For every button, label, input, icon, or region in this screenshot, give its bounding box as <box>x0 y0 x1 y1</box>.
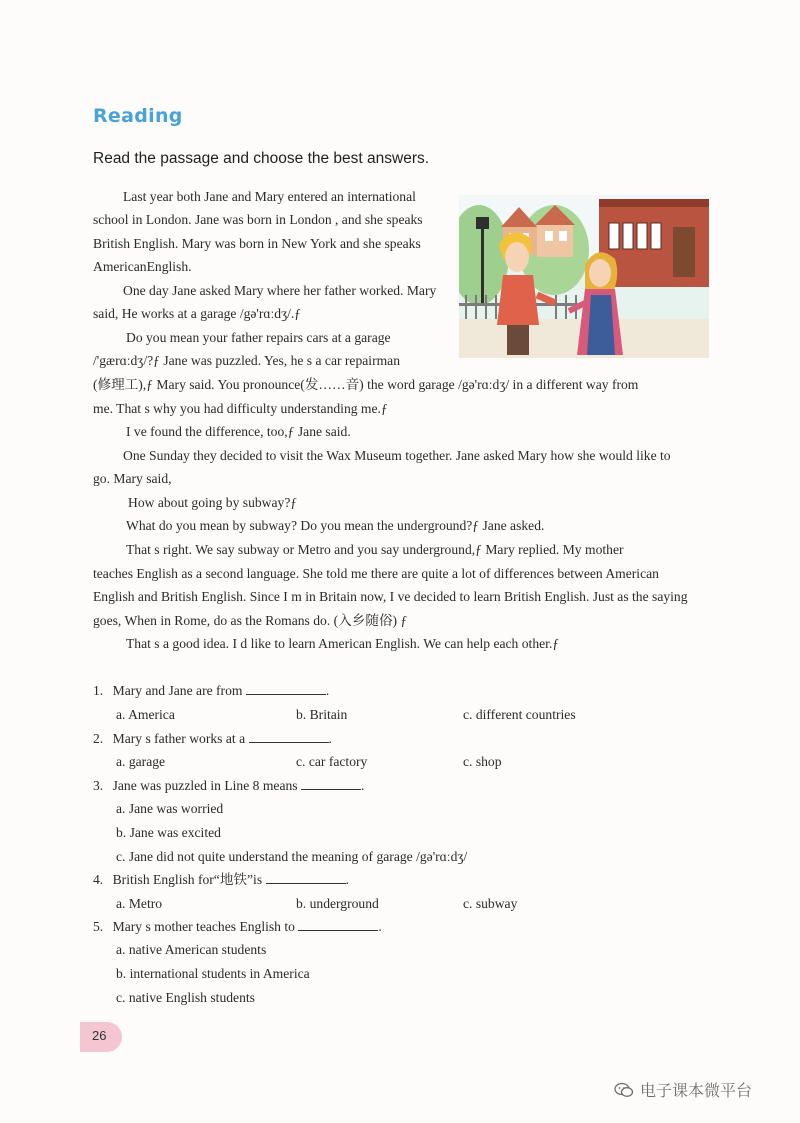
question-end: . <box>325 683 330 698</box>
passage-line: teaches English as a second language. She told me there are quite a lot of differences between American <box>93 566 659 581</box>
option: c. shop <box>463 754 502 769</box>
passage-line: said, He works at a garage /gə'rɑːdʒ/.ƒ <box>93 306 302 321</box>
question-1 <box>93 683 329 699</box>
question-stem: Mary and Jane are from <box>112 683 243 698</box>
option: b. international students in America <box>116 966 310 981</box>
question-number: 3. <box>93 778 104 793</box>
passage-line: goes, When in Rome, do as the Romans do. (入乡随俗) ƒ <box>93 613 408 628</box>
question-end: . <box>345 872 349 887</box>
question-4 <box>93 872 349 888</box>
passage-line: go. Mary said, <box>93 471 172 486</box>
passage-line: British English. Mary was born in New York and she speaks <box>93 236 421 251</box>
question-stem: Mary s father works at a <box>112 731 246 746</box>
answer-blank <box>266 873 346 884</box>
question-stem: Jane was puzzled in Line 8 means <box>112 778 298 793</box>
passage-line: (修理工),ƒ Mary said. You pronounce(发……音) the word garage /gə'rɑːdʒ/ in a different way from <box>93 377 639 392</box>
question-number: 4. <box>93 872 104 887</box>
passage-line: That s a good idea. I d like to learn American English. We can help each other.ƒ <box>126 636 560 651</box>
answer-blank <box>246 684 326 695</box>
question-number: 1. <box>93 683 104 698</box>
watermark <box>614 1078 752 1101</box>
option: c. subway <box>463 896 518 911</box>
option: a. America <box>116 707 175 722</box>
watermark-text: 电子课本微平台 <box>640 1081 753 1100</box>
question-end: . <box>360 778 365 793</box>
page-number: 26 <box>92 1028 107 1043</box>
passage-line: AmericanEnglish. <box>93 259 192 274</box>
answer-blank <box>249 732 329 743</box>
section-heading: Reading <box>93 105 183 127</box>
option: b. underground <box>296 896 379 911</box>
passage-line: Last year both Jane and Mary entered an international <box>123 189 416 204</box>
question-end: . <box>378 919 382 934</box>
passage-line: school in London. Jane was born in London , and she speaks <box>93 212 423 227</box>
passage-line: One Sunday they decided to visit the Wax Museum together. Jane asked Mary how she would like to <box>123 448 671 463</box>
question-stem: British English for“地铁”is <box>112 872 263 887</box>
option: b. Jane was excited <box>116 825 221 840</box>
passage-line: me. That s why you had difficulty understanding me.ƒ <box>93 401 388 416</box>
illustration-two-girls <box>459 195 709 358</box>
option: a. native American students <box>116 942 267 957</box>
passage-line: /'gærɑːdʒ/?ƒ Jane was puzzled. Yes, he s a car repairman <box>93 353 401 368</box>
passage-line: How about going by subway?ƒ <box>128 495 298 510</box>
option: a. garage <box>116 754 166 769</box>
option: c. different countries <box>463 707 576 722</box>
question-end: . <box>328 731 332 746</box>
question-3 <box>93 778 364 794</box>
question-stem: Mary s mother teaches English to <box>112 919 295 934</box>
answer-blank <box>298 920 378 931</box>
passage-line: Do you mean your father repairs cars at a garage <box>126 330 391 345</box>
option: c. car factory <box>296 754 368 769</box>
option: b. Britain <box>296 707 348 722</box>
passage-line: I ve found the difference, too,ƒ Jane said. <box>126 424 351 439</box>
question-number: 2. <box>93 731 104 746</box>
wechat-icon <box>614 1082 634 1098</box>
option: c. native English students <box>116 990 255 1005</box>
passage-line: One day Jane asked Mary where her father worked. Mary <box>123 283 437 298</box>
instruction: Read the passage and choose the best answers. <box>93 150 430 167</box>
option: a. Metro <box>116 896 163 911</box>
passage-line: That s right. We say subway or Metro and you say underground,ƒ Mary replied. My mother <box>126 542 624 557</box>
answer-blank <box>301 779 361 790</box>
option: a. Jane was worried <box>116 801 224 816</box>
question-5 <box>93 919 382 935</box>
passage-line: English and British English. Since I m in Britain now, I ve decided to learn British English. Just as the saying <box>93 589 688 604</box>
question-2 <box>93 731 332 747</box>
option: c. Jane did not quite understand the meaning of garage /gə'rɑːdʒ/ <box>116 849 468 864</box>
passage-line: What do you mean by subway? Do you mean the underground?ƒ Jane asked. <box>126 518 545 533</box>
question-number: 5. <box>93 919 104 934</box>
